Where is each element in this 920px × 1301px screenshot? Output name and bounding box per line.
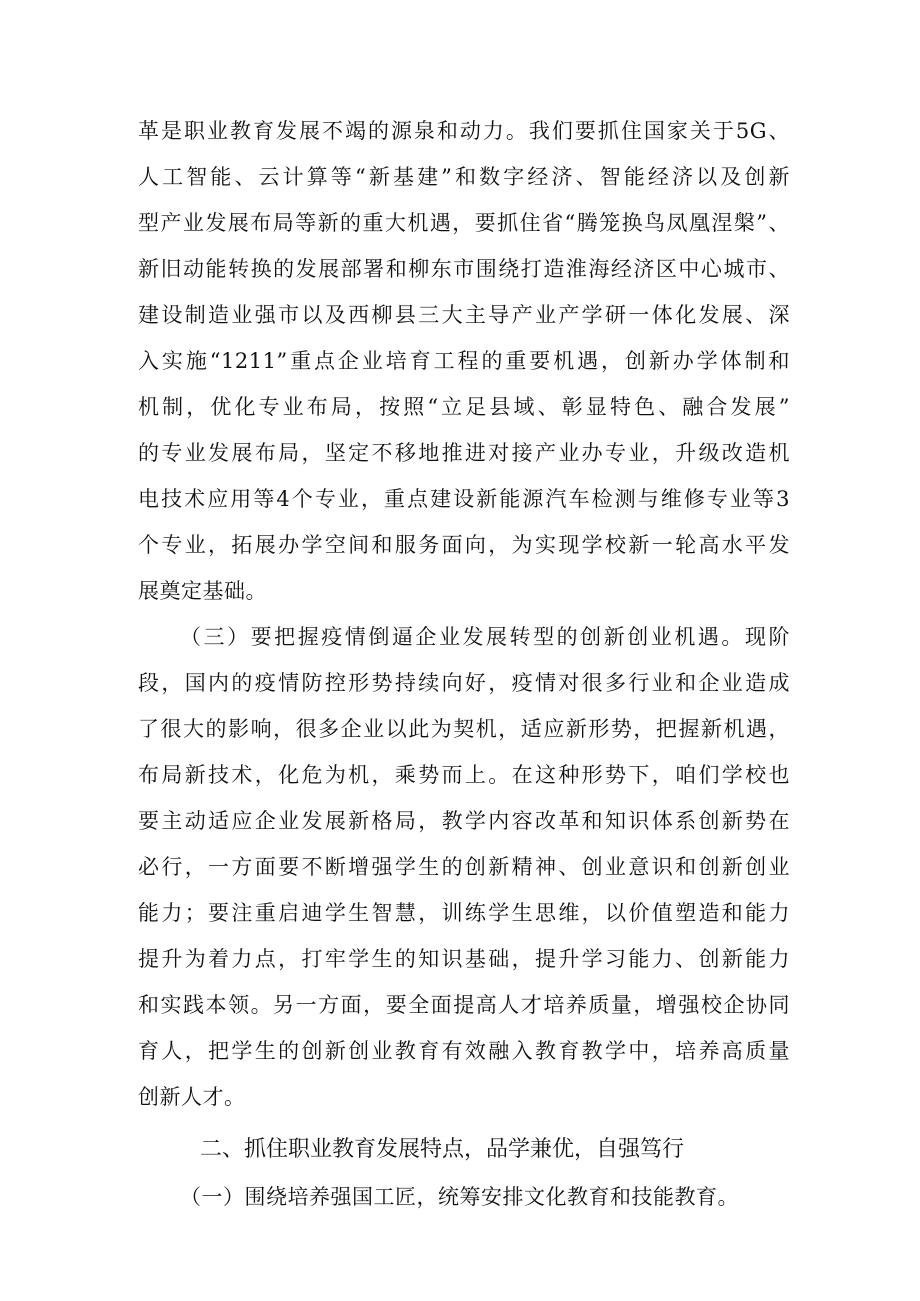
paragraph-line: 创新人才。 bbox=[138, 1085, 246, 1109]
paragraph-2 bbox=[138, 614, 790, 1120]
paragraph-line: 建设制造业强市以及西柳县三大主导产业产学研一体化发展、深 bbox=[138, 303, 790, 327]
subsection-heading: （一）围绕培养强国工匠，统筹安排文化教育和技能教育。 bbox=[180, 1185, 739, 1209]
paragraph-line: 电技术应用等4个专业，重点建设新能源汽车检测与维修专业等3 bbox=[138, 487, 790, 511]
paragraph-line: 个专业，拓展办学空间和服务面向，为实现学校新一轮高水平发 bbox=[138, 533, 790, 557]
paragraph-line: 机制，优化专业布局，按照“立足县域、彰显特色、融合发展” bbox=[138, 395, 790, 419]
paragraph-line: 革是职业教育发展不竭的源泉和动力。我们要抓住国家关于5G、 bbox=[138, 119, 790, 143]
paragraph-line: 的专业发展布局，坚定不移地推进对接产业办专业，升级改造机 bbox=[138, 441, 790, 465]
paragraph-line: 了很大的影响，很多企业以此为契机，适应新形势，把握新机遇， bbox=[138, 717, 790, 741]
paragraph-line: 育人，把学生的创新创业教育有效融入教育教学中，培养高质量 bbox=[138, 1039, 790, 1063]
paragraph-1 bbox=[138, 108, 790, 614]
paragraph-line: 段，国内的疫情防控形势持续向好，疫情对很多行业和企业造成 bbox=[138, 671, 790, 695]
document-body bbox=[138, 108, 790, 1220]
paragraph-line: 必行，一方面要不断增强学生的创新精神、创业意识和创新创业 bbox=[138, 855, 790, 879]
paragraph-line: 能力；要注重启迪学生智慧，训练学生思维，以价值塑造和能力 bbox=[138, 901, 790, 925]
section-heading: 二、抓住职业教育发展特点，品学兼优，自强笃行 bbox=[200, 1137, 685, 1162]
paragraph-line: 入实施“1211”重点企业培育工程的重要机遇，创新办学体制和 bbox=[138, 349, 790, 373]
paragraph-line: 布局新技术，化危为机，乘势而上。在这种形势下，咱们学校也 bbox=[138, 763, 790, 787]
paragraph-line: 新旧动能转换的发展部署和柳东市围绕打造淮海经济区中心城市、 bbox=[138, 257, 790, 281]
paragraph-line: 提升为着力点，打牢学生的知识基础，提升学习能力、创新能力 bbox=[138, 947, 790, 971]
paragraph-line: 型产业发展布局等新的重大机遇，要抓住省“腾笼换鸟凤凰涅槃”、 bbox=[138, 211, 790, 235]
paragraph-line: 和实践本领。另一方面，要全面提高人才培养质量，增强校企协同 bbox=[138, 993, 790, 1017]
paragraph-line: 展奠定基础。 bbox=[138, 579, 267, 603]
paragraph-line: 人工智能、云计算等“新基建”和数字经济、智能经济以及创新 bbox=[138, 165, 790, 189]
paragraph-line: （三）要把握疫情倒逼企业发展转型的创新创业机遇。现阶 bbox=[180, 625, 790, 649]
paragraph-line: 要主动适应企业发展新格局，教学内容改革和知识体系创新势在 bbox=[138, 809, 790, 833]
